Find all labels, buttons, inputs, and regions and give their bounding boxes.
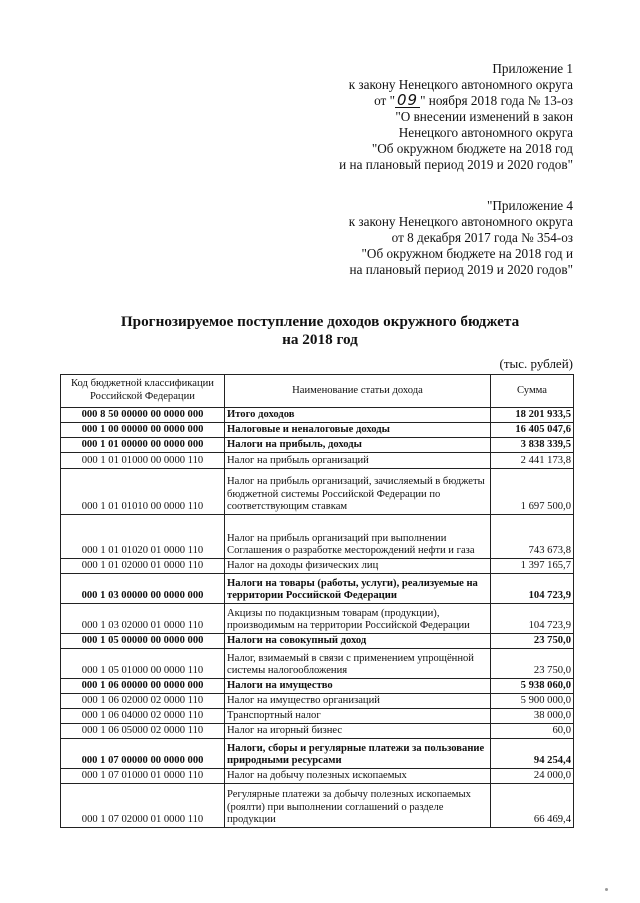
appendix-4-law-ref: к закону Ненецкого автономного округа (348, 214, 573, 229)
row-name: Итого доходов (225, 408, 491, 423)
row-sum: 2 441 173,8 (491, 453, 574, 469)
table-row (61, 634, 574, 649)
row-code: 000 1 07 01000 01 0000 110 (61, 769, 225, 784)
appendix-4-subject-line-2: на плановый период 2019 и 2020 годов" (349, 262, 573, 277)
appendix-4-subject-line-1: "Об окружном бюджете на 2018 год и (361, 246, 573, 261)
row-code: 000 1 07 02000 01 0000 110 (61, 784, 225, 828)
table-header-row (61, 375, 574, 408)
row-name: Регулярные платежи за добычу полезных ископаемых (роялти) при выполнении соглашений о разделе продукции (225, 784, 491, 828)
table-row (61, 694, 574, 709)
document-title-line-1: Прогнозируемое поступление доходов окружного бюджета (120, 313, 520, 330)
row-name: Налог на доходы физических лиц (225, 559, 491, 574)
table-row (61, 769, 574, 784)
appendix-1-subject-line-3: "Об окружном бюджете на 2018 год (371, 141, 573, 156)
row-code: 000 1 06 05000 02 0000 110 (61, 724, 225, 739)
appendix-1-subject-line-2: Ненецкого автономного округа (398, 125, 573, 140)
document-title (0, 313, 640, 349)
table-row (61, 784, 574, 828)
row-name: Налоговые и неналоговые доходы (225, 423, 491, 438)
row-sum: 3 838 339,5 (491, 438, 574, 453)
row-name: Налог на игорный бизнес (225, 724, 491, 739)
row-sum: 94 254,4 (491, 739, 574, 769)
row-name: Налоги на имущество (225, 679, 491, 694)
row-name: Акцизы по подакцизным товарам (продукции), производимым на территории Российской Федерации (225, 604, 491, 634)
row-code: 000 1 06 02000 02 0000 110 (61, 694, 225, 709)
row-code: 000 1 01 01000 00 0000 110 (61, 453, 225, 469)
table-row (61, 469, 574, 515)
row-name: Налоги на прибыль, доходы (225, 438, 491, 453)
row-sum: 60,0 (491, 724, 574, 739)
row-sum: 16 405 047,6 (491, 423, 574, 438)
header-code: Код бюджетной классификации Российской Федерации (61, 375, 225, 408)
row-sum: 104 723,9 (491, 604, 574, 634)
row-name: Налоги на совокупный доход (225, 634, 491, 649)
row-sum: 104 723,9 (491, 574, 574, 604)
row-name: Налоги, сборы и регулярные платежи за пользование природными ресурсами (225, 739, 491, 769)
table-row (61, 438, 574, 453)
appendix-1-date-line (339, 93, 573, 109)
table-row (61, 574, 574, 604)
row-code: 000 1 05 00000 00 0000 000 (61, 634, 225, 649)
row-sum: 18 201 933,5 (491, 408, 574, 423)
appendix-1-subject-line-1: "О внесении изменений в закон (395, 109, 573, 124)
table-row (61, 408, 574, 423)
row-code: 000 1 01 01020 01 0000 110 (61, 515, 225, 559)
header-sum: Сумма (491, 375, 574, 408)
table-row (61, 739, 574, 769)
table-row (61, 515, 574, 559)
row-name: Транспортный налог (225, 709, 491, 724)
appendix-1-header (339, 61, 573, 173)
row-name: Налоги на товары (работы, услуги), реализуемые на территории Российской Федерации (225, 574, 491, 604)
row-sum: 24 000,0 (491, 769, 574, 784)
row-code: 000 1 05 01000 00 0000 110 (61, 649, 225, 679)
row-code: 000 1 07 00000 00 0000 000 (61, 739, 225, 769)
row-code: 000 1 06 00000 00 0000 000 (61, 679, 225, 694)
table-row (61, 649, 574, 679)
row-code: 000 8 50 00000 00 0000 000 (61, 408, 225, 423)
row-sum: 23 750,0 (491, 649, 574, 679)
row-code: 000 1 03 02000 01 0000 110 (61, 604, 225, 634)
row-code: 000 1 01 00000 00 0000 000 (61, 438, 225, 453)
row-sum: 5 938 060,0 (491, 679, 574, 694)
header-name: Наименование статьи дохода (225, 375, 491, 408)
row-sum: 5 900 000,0 (491, 694, 574, 709)
row-name: Налог на прибыль организаций, зачисляемый в бюджеты бюджетной системы Российской Федерации по соответствующим ставкам (225, 469, 491, 515)
units-label: (тыс. рублей) (499, 356, 573, 371)
row-sum: 66 469,4 (491, 784, 574, 828)
row-sum: 1 697 500,0 (491, 469, 574, 515)
appendix-4-title: "Приложение 4 (486, 198, 573, 213)
table-row (61, 453, 574, 469)
appendix-4-date-line: от 8 декабря 2017 года № 354-оз (391, 230, 573, 245)
appendix-1-law-ref: к закону Ненецкого автономного округа (348, 77, 573, 92)
row-name: Налог на прибыль организаций при выполнении Соглашения о разработке месторождений нефти и газа (225, 515, 491, 559)
scan-speck (605, 888, 608, 891)
date-prefix: от " (374, 93, 395, 108)
row-name: Налог, взимаемый в связи с применением упрощённой системы налогообложения (225, 649, 491, 679)
table-row (61, 423, 574, 438)
table-row (61, 679, 574, 694)
appendix-1-title: Приложение 1 (492, 61, 573, 76)
row-sum: 1 397 165,7 (491, 559, 574, 574)
table-row (61, 724, 574, 739)
table-row (61, 559, 574, 574)
row-name: Налог на добычу полезных ископаемых (225, 769, 491, 784)
row-sum: 743 673,8 (491, 515, 574, 559)
row-code: 000 1 03 00000 00 0000 000 (61, 574, 225, 604)
revenue-table (60, 374, 574, 828)
table-row (61, 709, 574, 724)
row-sum: 38 000,0 (491, 709, 574, 724)
row-code: 000 1 06 04000 02 0000 110 (61, 709, 225, 724)
handwritten-day: 09 (397, 91, 419, 109)
date-suffix: " ноября 2018 года № 13-оз (420, 93, 573, 108)
row-sum: 23 750,0 (491, 634, 574, 649)
row-name: Налог на прибыль организаций (225, 453, 491, 469)
appendix-4-header (349, 198, 573, 278)
row-code: 000 1 00 00000 00 0000 000 (61, 423, 225, 438)
row-code: 000 1 01 01010 00 0000 110 (61, 469, 225, 515)
row-name: Налог на имущество организаций (225, 694, 491, 709)
table-row (61, 604, 574, 634)
appendix-1-subject-line-4: и на плановый период 2019 и 2020 годов" (339, 157, 573, 172)
row-code: 000 1 01 02000 01 0000 110 (61, 559, 225, 574)
document-title-line-2: на 2018 год (282, 331, 358, 348)
